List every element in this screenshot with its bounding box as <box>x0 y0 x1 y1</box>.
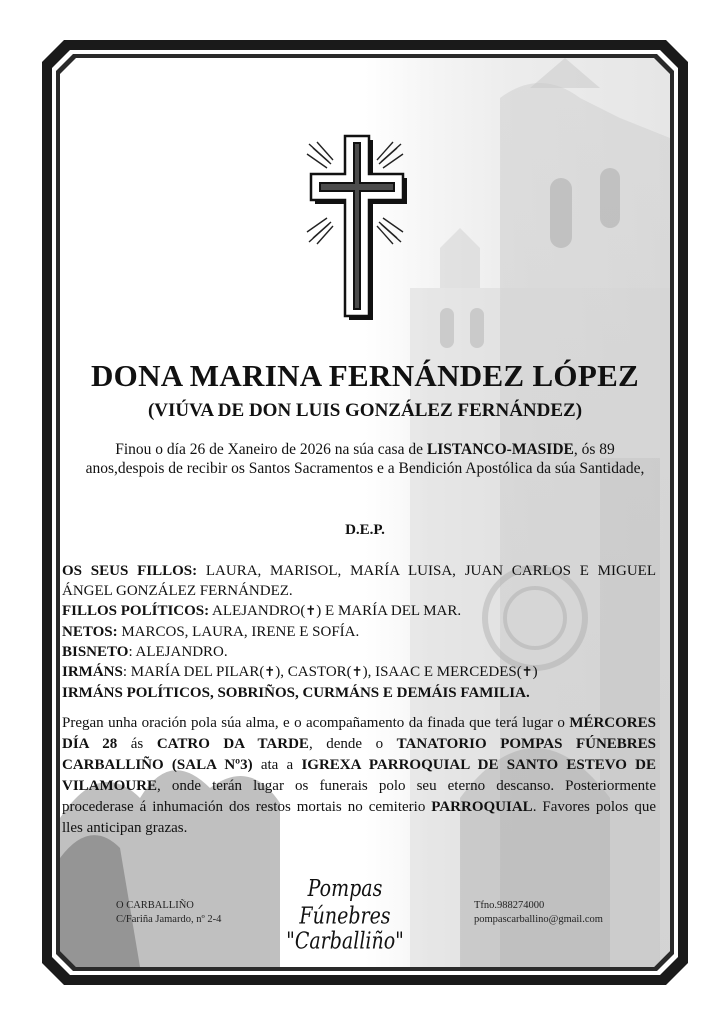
inlaws-text-b: ) E MARÍA DEL MAR. <box>316 603 462 619</box>
death-text-2: , ós 89 anos,despois de recibir os Santos Sacramentos e a Bendición Apostólica da súa Santidade, <box>85 441 645 477</box>
children-label: OS SEUS FILLOS: <box>62 563 198 579</box>
cross-icon <box>295 128 415 323</box>
logo-line-1: Pompas Fúnebres <box>299 874 391 930</box>
deceased-subtitle: (VIÚVA DE DON LUIS GONZÁLEZ FERNÁNDEZ) <box>147 400 583 421</box>
prayer-text-2: ás <box>117 736 157 752</box>
footer-city: O CARBALLIÑO <box>116 900 194 911</box>
prayer-text-3: , dende o <box>308 736 397 752</box>
footer-email: pompascarballino@gmail.com <box>474 914 603 925</box>
funeral-announcement <box>62 713 656 839</box>
funeral-day: MÉRCORES DÍA 28 <box>62 715 656 752</box>
footer-street: C/Fariña Jamardo, nº 2-4 <box>116 914 222 925</box>
prayer-text-4: ata a <box>252 757 302 773</box>
siblings-text-d: ) <box>532 664 538 680</box>
dep-label: D.E.P. <box>345 522 385 538</box>
footer-phone: Tfno.988274000 <box>474 900 545 911</box>
logo-line-2: "Carballiño" <box>286 927 404 955</box>
death-notice <box>80 440 650 478</box>
family-siblings <box>62 662 656 683</box>
dagger-icon: ✝ <box>305 604 317 619</box>
family-inlaws <box>62 601 656 622</box>
greatgrand-label: BISNETO <box>62 644 129 660</box>
death-text-1: Finou o día 26 de Xaneiro de 2026 na súa casa de <box>115 441 427 458</box>
dagger-icon: ✝ <box>264 665 276 680</box>
family-others: IRMÁNS POLÍTICOS, SOBRIÑOS, CURMÁNS E DEMÁIS FAMILIA. <box>62 685 530 701</box>
company-logo <box>270 874 420 955</box>
dagger-icon: ✝ <box>521 665 533 680</box>
siblings-text-a: : MARÍA DEL PILAR( <box>122 664 265 680</box>
siblings-text-c: ), ISAAC E MERCEDES( <box>362 664 522 680</box>
grandchildren-label: NETOS: <box>62 624 118 640</box>
dagger-icon: ✝ <box>351 665 363 680</box>
prayer-text-5: , onde terán lugar os funerais polo seu eterno descanso. Posteriormente procederase á inhumación dos restos mortais no cemiterio <box>62 778 656 815</box>
family-greatgrandchild <box>62 642 656 662</box>
family-list <box>62 561 656 703</box>
siblings-text-b: ), CASTOR( <box>275 664 352 680</box>
church-name: IGREXA PARROQUIAL DE SANTO ESTEVO DE VILAMOURE <box>62 757 656 794</box>
family-grandchildren <box>62 622 656 642</box>
inlaws-label: FILLOS POLÍTICOS: <box>62 603 210 619</box>
greatgrand-name: : ALEJANDRO. <box>128 644 228 660</box>
grandchildren-names: MARCOS, LAURA, IRENE E SOFÍA. <box>117 624 360 640</box>
inlaws-text-a: ALEJANDRO( <box>209 603 306 619</box>
footer-address <box>116 899 221 927</box>
family-children <box>62 561 656 601</box>
death-place: LISTANCO-MASIDE <box>426 441 574 458</box>
children-names: LAURA, MARISOL, MARÍA LUISA, JUAN CARLOS E MIGUEL ÁNGEL GONZÁLEZ FERNÁNDEZ. <box>62 563 657 599</box>
deceased-name: DONA MARINA FERNÁNDEZ LÓPEZ <box>90 358 640 393</box>
prayer-text-6: . Favores polos que lles anticipan grazas. <box>62 799 656 836</box>
cemetery-name: PARROQUIAL <box>431 799 533 815</box>
footer-contact <box>474 899 603 927</box>
funeral-time: CATRO DA TARDE <box>156 736 309 752</box>
funeral-home: TANATORIO POMPAS FÚNEBRES CARBALLIÑO (SALA Nº3) <box>62 736 656 773</box>
prayer-text-1: Pregan unha oración pola súa alma, e o acompañamento da finada que terá lugar o <box>62 715 570 731</box>
siblings-label: IRMÁNS <box>62 664 123 680</box>
